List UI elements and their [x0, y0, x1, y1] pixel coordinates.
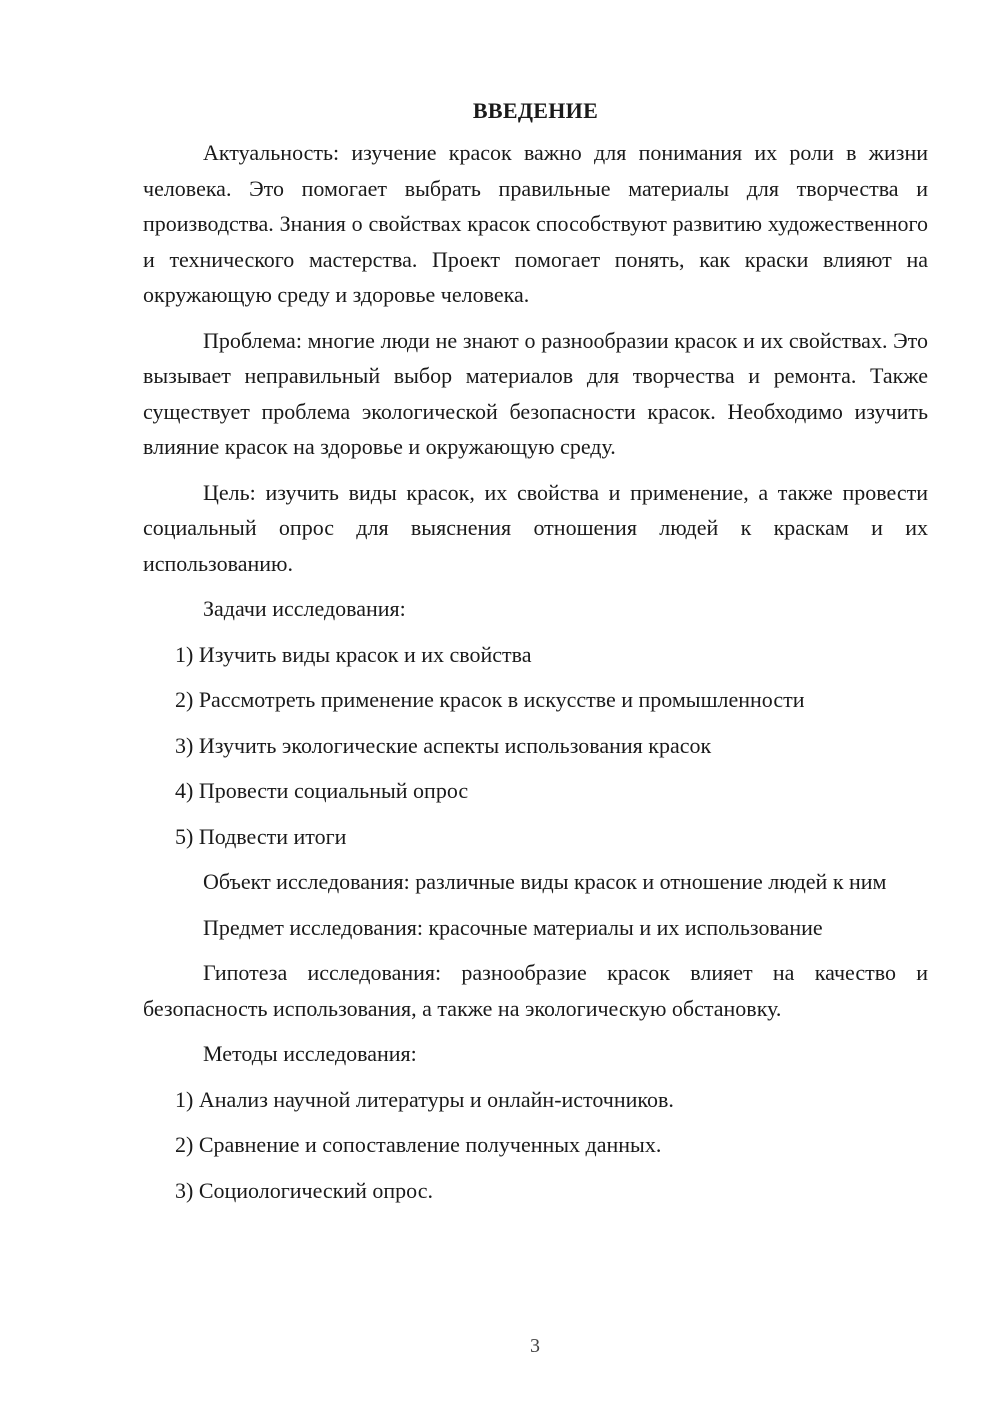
list-item: 1) Изучить виды красок и их свойства: [175, 641, 532, 667]
relevance-paragraph: Актуальность: изучение красок важно для понимания их роли в жизни человека. Это помогает выбрать правильные материалы для творчества и производства. Знания о свойствах красок способствуют развитию художественного и технического мастерства. Проект помогает понять, как краски влияют на окружающую среду и здоровье человека.: [143, 140, 928, 307]
subject-paragraph: Предмет исследования: красочные материалы и их использование: [203, 914, 823, 940]
page-number: 3: [530, 1335, 540, 1357]
list-item: 4) Провести социальный опрос: [175, 778, 469, 803]
tasks-list: [143, 637, 928, 855]
list-item: 3) Социологический опрос.: [175, 1177, 433, 1203]
section-title: ВВЕДЕНИЕ: [472, 98, 599, 123]
list-item: 1) Анализ научной литературы и онлайн-источников.: [175, 1086, 674, 1112]
list-item: 5) Подвести итоги: [175, 823, 347, 849]
goal-paragraph: Цель: изучить виды красок, их свойства и применение, а также провести социальный опрос для выяснения отношения людей к краскам и их использованию.: [143, 479, 928, 576]
list-item: 3) Изучить экологические аспекты использования красок: [175, 732, 712, 758]
methods-heading: Методы исследования:: [203, 1041, 417, 1066]
document-page: [143, 96, 928, 1218]
hypothesis-paragraph: Гипотеза исследования: разнообразие красок влияет на качество и безопасность использования, а также на экологическую обстановку.: [143, 960, 928, 1021]
tasks-heading: Задачи исследования:: [203, 596, 406, 621]
methods-list: [143, 1082, 928, 1209]
problem-paragraph: Проблема: многие люди не знают о разнообразии красок и их свойствах. Это вызывает неправильный выбор материалов для творчества и ремонта. Также существует проблема экологической безопасности красок. Необходимо изучить влияние красок на здоровье и окружающую среду.: [143, 327, 928, 459]
list-item: 2) Рассмотреть применение красок в искусстве и промышленности: [175, 687, 805, 712]
object-paragraph: Объект исследования: различные виды красок и отношение людей к ним: [203, 869, 887, 894]
list-item: 2) Сравнение и сопоставление полученных данных.: [175, 1132, 662, 1157]
